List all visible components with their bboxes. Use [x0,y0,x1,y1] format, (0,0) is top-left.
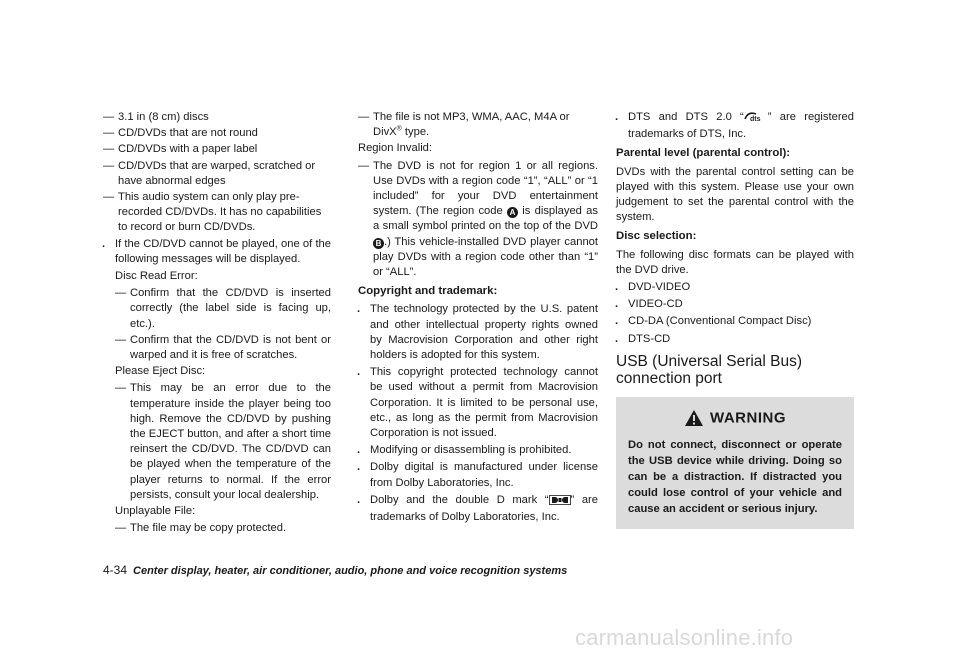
bullet-text: ” are trademarks of Dolby Laboratories, Inc. [370,493,598,524]
unplayable-file-label: Unplayable File: [115,505,196,518]
dash-mark: — [115,333,127,346]
dash-mark: — [358,111,370,123]
dash-mark: — [115,522,127,535]
item-text: Confirm that the CD/DVD is not bent or warped and it is free of scratches. [130,333,331,362]
list-item [358,110,598,140]
warning-header [628,409,842,427]
page-number: 4-34 [103,563,128,577]
list-item [616,332,854,347]
disc-selection-heading: Disc selection: [616,230,697,243]
dash-mark: — [103,127,115,140]
please-eject-list [103,381,331,503]
registered-mark: ® [396,125,402,133]
bullet-mark: . [357,366,361,379]
disc-format-list [616,280,854,347]
list-item [103,286,331,332]
list-item [358,443,598,458]
bullet-text: DVD-VIDEO [628,281,691,294]
list-item [103,237,331,267]
list-item [358,460,598,490]
bullet-mark: . [102,237,106,250]
bullet-text: Modifying or disassembling is prohibited. [370,444,572,457]
list-item [358,365,598,441]
bullet-text: This copyright protected technology cannot be used without a permit from Macrovision Corporation. It is limited to be personal use, etc., as long as the permit from Macrovision Corporation is not issued. [370,366,598,440]
warning-text: Do not connect, disconnect or operate the USB device while driving. Doing so can be a distraction. If distracted you could lose control of your vehicle and cause an accident or serious injury. [628,438,842,515]
parental-text: DVDs with the parental control setting can be played with this system. Please use your own judgement to set the parental control with the system. [616,165,854,224]
dash-mark: — [103,191,115,204]
bullet-mark: . [615,315,619,328]
region-text: The DVD is not for region 1 or all regions. Use DVDs with a region code “1”, “ALL” or “1 included” for your DVD entertainment system. (The region code [373,159,598,218]
footer-section-title: Center display, heater, air conditioner, audio, phone and voice recognition systems [133,565,568,577]
item-text: Confirm that the CD/DVD is inserted correctly (the label side is facing up, etc.). [130,287,331,330]
usb-section-title: USB (Universal Serial Bus) connection port [616,352,803,387]
item-text-end: type. [401,126,430,139]
item-text: The file may be copy protected. [130,522,287,535]
region-code-a-icon: A [507,207,518,218]
page-footer [103,563,567,577]
bullet-mark: . [615,332,619,345]
list-item [103,333,331,363]
dolby-logo-icon [549,495,571,510]
bullet-mark: . [615,281,619,294]
disc-read-error-list [103,286,331,363]
dash-mark: — [358,159,370,172]
list-item [103,110,331,125]
region-invalid-label: Region Invalid: [358,142,433,155]
warning-box [616,397,854,529]
bullet-text: The technology protected by the U.S. patent and other intellectual property rights owned by Macrovision Corporation and other right holders is adopted for this system. [370,303,598,362]
warning-label: WARNING [710,409,786,427]
parental-heading: Parental level (parental control): [616,147,791,160]
bullet-mark: . [357,303,361,316]
item-text: This may be an error due to the temperature inside the player being too high. Remove the CD/DVD by pushing the EJECT button, and after a short time reinsert the CD/DVD. The CD/DVD can be played when the temperature of the player returns to normal. If the error persists, consult your local dealership. [130,382,331,501]
bullet-mark: . [615,111,619,123]
list-item [358,493,598,525]
bullet-text: ” are registered trademarks of DTS, Inc. [628,111,854,141]
region-text: is displayed as a small symbol printed on the top of the DVD [373,205,598,233]
list-item [358,302,598,363]
item-text: CD/DVDs with a paper label [118,143,258,156]
column-middle [358,110,598,527]
item-text: CD/DVDs that are warped, scratched or have abnormal edges [118,159,316,187]
list-item [103,126,331,141]
dash-mark: — [115,382,127,395]
copyright-list [358,302,598,490]
disc-read-error-label: Disc Read Error: [115,270,198,283]
region-text: .) This vehicle-installed DVD player cannot play DVDs with a region code other than “1” or “ALL”. [373,235,598,279]
list-item [616,110,854,142]
column-right [616,110,854,529]
list-item [103,381,331,503]
bullet-text: Dolby and the double D mark “ [370,493,549,506]
dash-mark: — [115,287,127,300]
warning-triangle-icon [684,412,710,424]
list-item [103,521,331,536]
list-item [616,280,854,295]
copyright-heading: Copyright and trademark: [358,285,498,298]
bullet-mark: . [357,444,361,457]
bullet-mark: . [357,461,361,474]
disc-restrictions-list [103,110,331,236]
dts-logo-icon [744,111,768,127]
bullet-text: VIDEO-CD [628,298,683,311]
bullet-mark: . [615,298,619,311]
bullet-text: DTS-CD [628,332,671,345]
bullet-text: CD-DA (Conventional Compact Disc) [628,315,812,328]
item-text: This audio system can only play pre-recorded CD/DVDs. It has no capabilities to record or burn CD/DVDs. [118,191,322,234]
list-item [616,314,854,329]
please-eject-label: Please Eject Disc: [115,365,206,378]
dash-mark: — [103,111,115,123]
bullet-text: Dolby digital is manufactured under license from Dolby Laboratories, Inc. [370,461,598,489]
svg-text:dts: dts [749,116,761,122]
column-left [103,110,331,537]
list-item [103,190,331,236]
list-item [616,297,854,312]
bullet-mark: . [357,493,361,506]
list-item [103,142,331,157]
dash-mark: — [103,143,115,156]
list-item [358,159,598,281]
bullet-text: DTS and DTS 2.0 “ [628,111,744,123]
dash-mark: — [103,159,115,172]
item-text: 3.1 in (8 cm) discs [118,111,209,123]
item-text: CD/DVDs that are not round [118,127,258,140]
region-code-b-icon: B [373,238,384,249]
item-text: The file is not MP3, WMA, AAC, M4A or DivX [373,111,570,139]
list-item [103,159,331,189]
unplayable-file-list [103,521,331,536]
bullet-text: If the CD/DVD cannot be played, one of the following messages will be displayed. [115,237,331,265]
disc-selection-text: The following disc formats can be played with the DVD drive. [616,248,854,276]
watermark: carmanualsonline.info [575,625,794,650]
